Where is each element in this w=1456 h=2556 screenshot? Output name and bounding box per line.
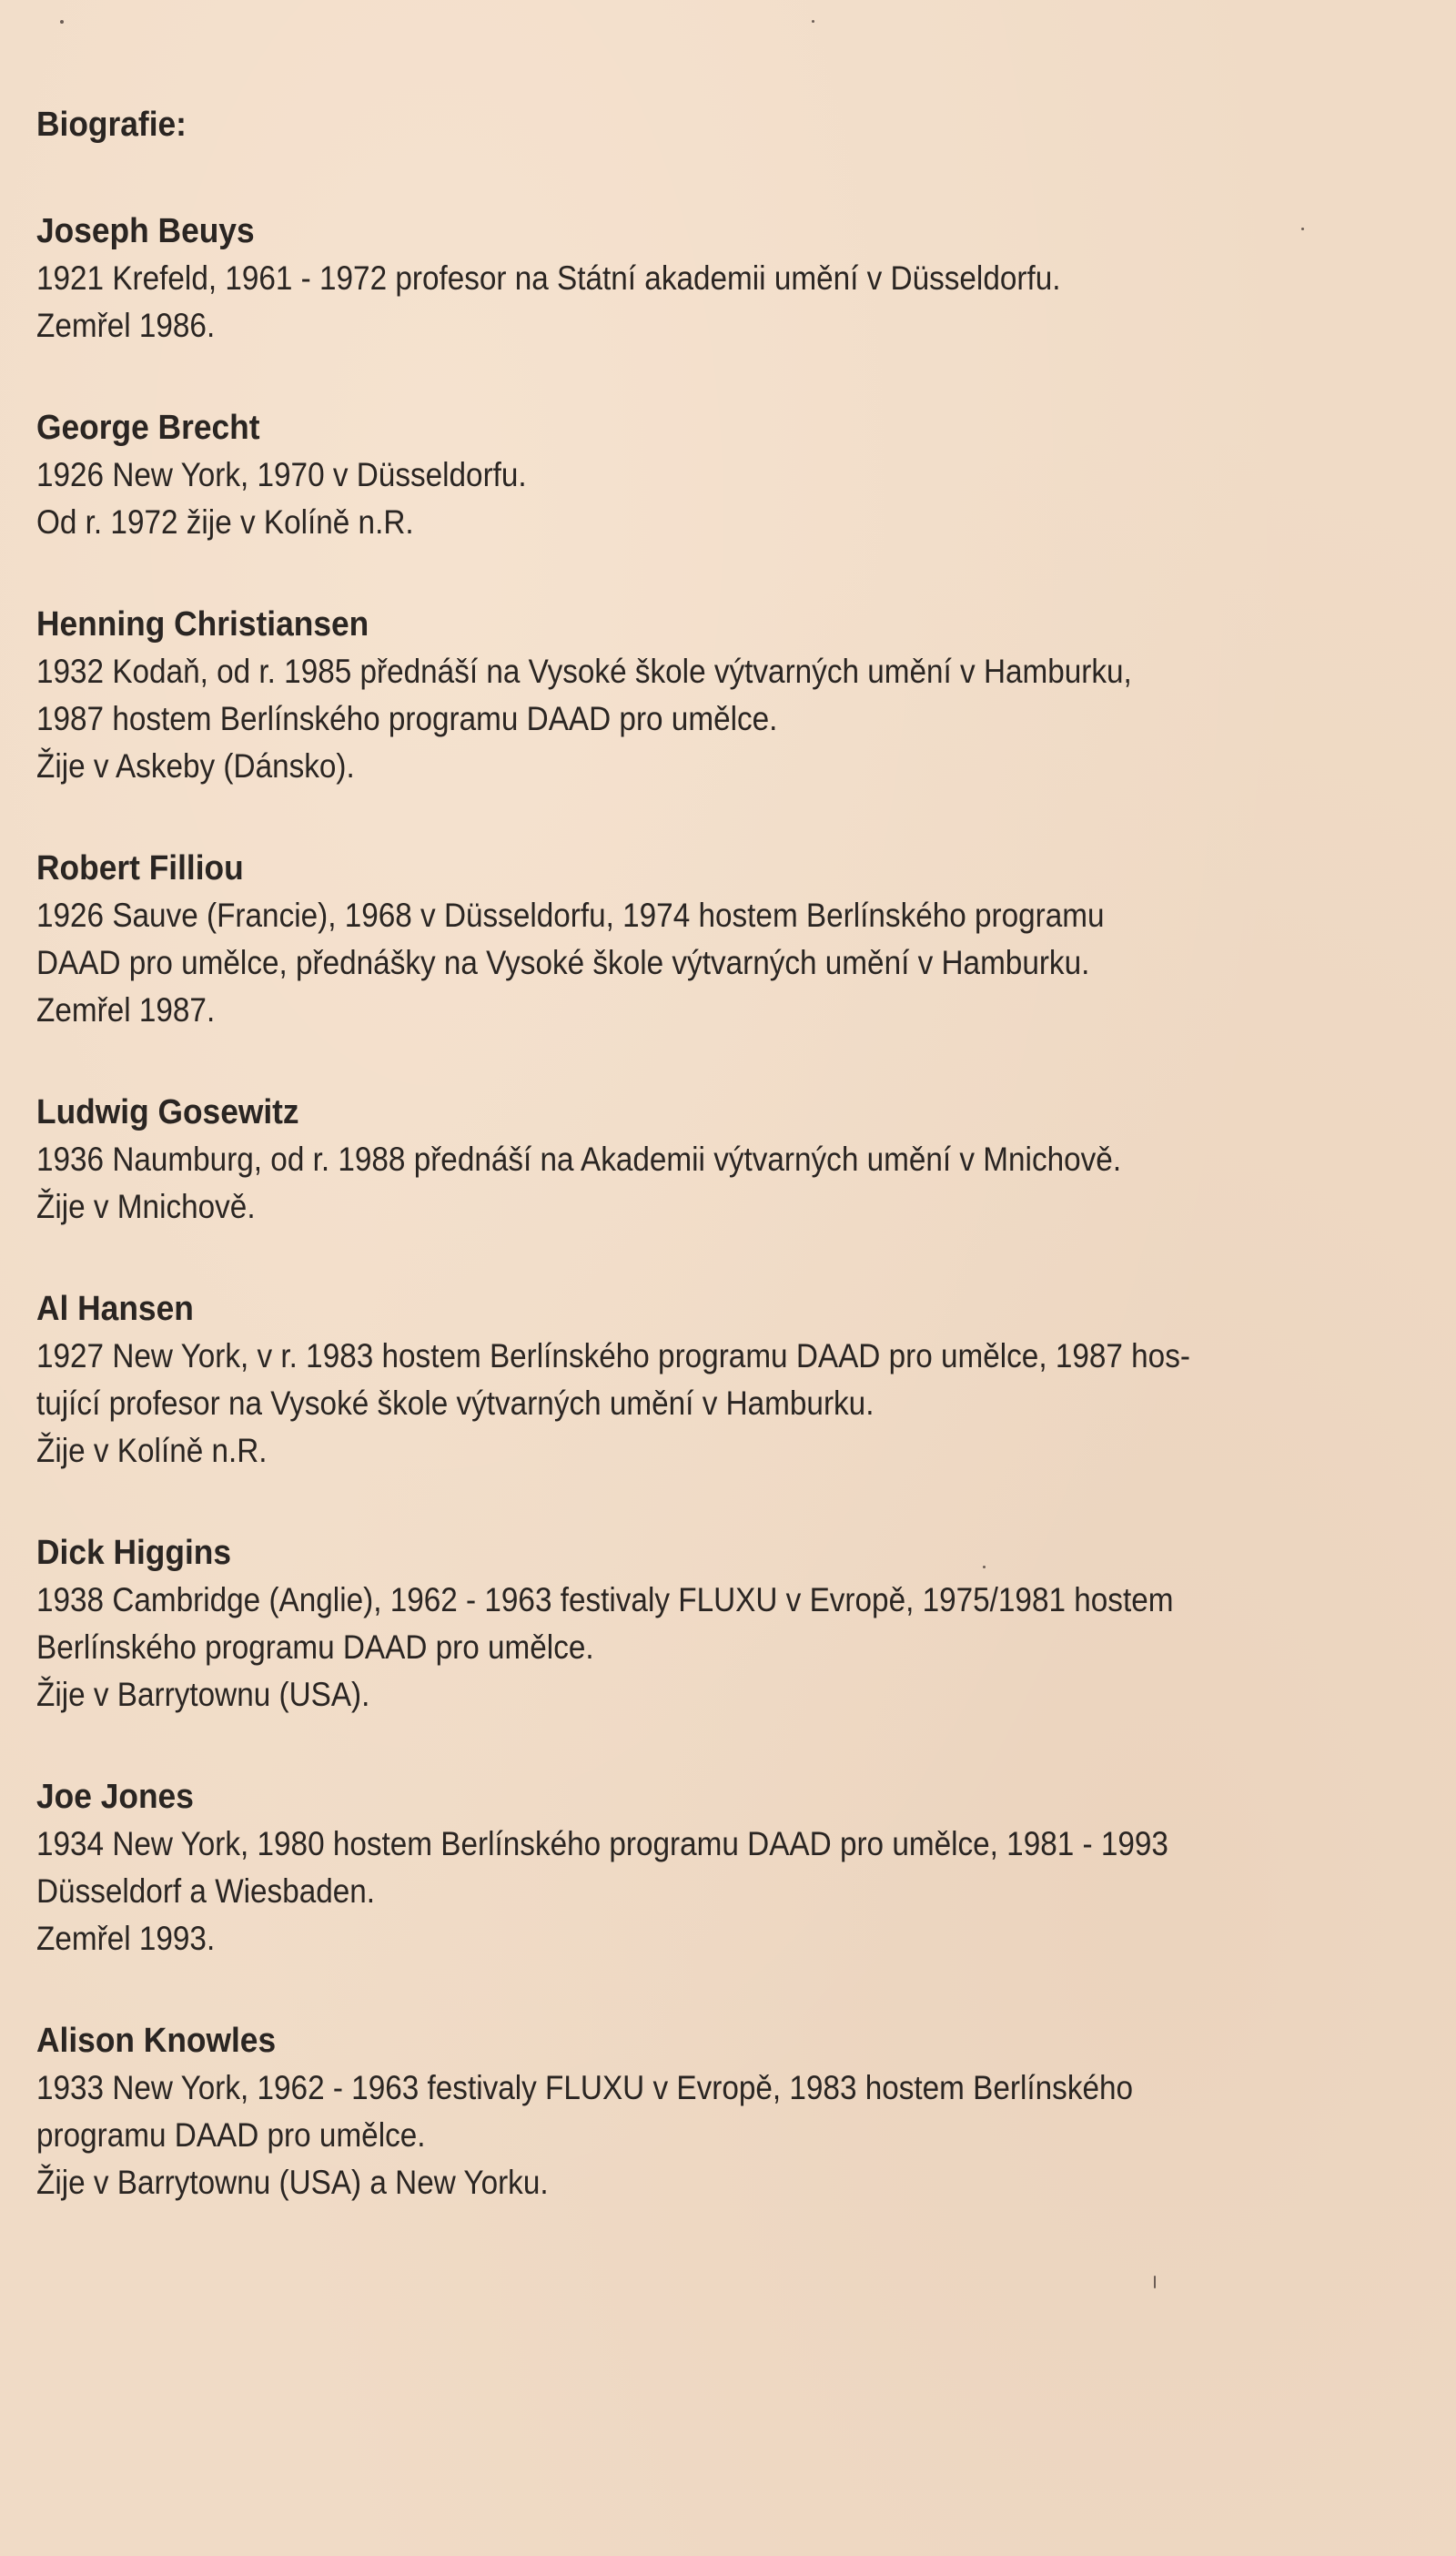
biography-line: 1934 New York, 1980 hostem Berlínského programu DAAD pro umělce, 1981 - 1993 xyxy=(36,1825,1168,1862)
biography-content xyxy=(36,102,1438,2261)
biography-line: Zemřel 1987. xyxy=(36,991,216,1029)
artist-name: George Brecht xyxy=(36,409,260,447)
artist-name: Joseph Beuys xyxy=(36,212,255,250)
biography-line: Žije v Kolíně n.R. xyxy=(36,1432,268,1469)
biography-entry xyxy=(36,2017,1438,2206)
biography-line: 1933 New York, 1962 - 1963 festivaly FLUXU v Evropě, 1983 hostem Berlínského xyxy=(36,2069,1134,2106)
artist-name: Al Hansen xyxy=(36,1290,194,1328)
biography-line: 1926 Sauve (Francie), 1968 v Düsseldorfu, 1974 hostem Berlínského programu xyxy=(36,897,1105,934)
biography-line: Zemřel 1993. xyxy=(36,1920,216,1957)
biography-line: Düsseldorf a Wiesbaden. xyxy=(36,1872,376,1910)
biography-line: 1926 New York, 1970 v Düsseldorfu. xyxy=(36,456,527,493)
biography-line: Žije v Barrytownu (USA). xyxy=(36,1676,370,1713)
biography-line: Žije v Askeby (Dánsko). xyxy=(36,747,355,785)
biography-entry xyxy=(36,208,1438,350)
artist-name: Joe Jones xyxy=(36,1778,194,1816)
biography-line: DAAD pro umělce, přednášky na Vysoké škole výtvarných umění v Hamburku. xyxy=(36,944,1090,981)
biography-line: Od r. 1972 žije v Kolíně n.R. xyxy=(36,503,414,541)
artist-name: Robert Filliou xyxy=(36,849,244,888)
biography-line: Zemřel 1986. xyxy=(36,307,216,344)
biography-line: 1927 New York, v r. 1983 hostem Berlínského programu DAAD pro umělce, 1987 hos- xyxy=(36,1337,1190,1374)
biography-line: 1938 Cambridge (Anglie), 1962 - 1963 festivaly FLUXU v Evropě, 1975/1981 hostem xyxy=(36,1581,1174,1618)
biography-line: 1987 hostem Berlínského programu DAAD pro umělce. xyxy=(36,700,778,737)
biography-entry xyxy=(36,1285,1438,1475)
biography-line: 1936 Naumburg, od r. 1988 přednáší na Akademii výtvarných umění v Mnichově. xyxy=(36,1141,1122,1178)
biography-entry xyxy=(36,1089,1438,1231)
biography-line: 1921 Krefeld, 1961 - 1972 profesor na Státní akademii umění v Düsseldorfu. xyxy=(36,259,1061,297)
artist-name: Alison Knowles xyxy=(36,2022,277,2060)
biography-entry xyxy=(36,1773,1438,1963)
artist-name: Henning Christiansen xyxy=(36,605,369,644)
biography-entry xyxy=(36,845,1438,1034)
artist-name: Dick Higgins xyxy=(36,1534,232,1572)
biography-line: programu DAAD pro umělce. xyxy=(36,2116,426,2154)
biography-heading: Biografie: xyxy=(36,106,187,144)
artist-name: Ludwig Gosewitz xyxy=(36,1093,299,1131)
biography-line: Žije v Barrytownu (USA) a New Yorku. xyxy=(36,2164,549,2201)
biography-line: Berlínského programu DAAD pro umělce. xyxy=(36,1628,594,1666)
biography-line: tující profesor na Vysoké škole výtvarných umění v Hamburku. xyxy=(36,1384,875,1422)
biography-line: 1932 Kodaň, od r. 1985 přednáší na Vysoké škole výtvarných umění v Hamburku, xyxy=(36,653,1132,690)
biography-list xyxy=(36,208,1438,2206)
biography-entry xyxy=(36,601,1438,790)
biography-line: Žije v Mnichově. xyxy=(36,1188,256,1225)
biography-entry xyxy=(36,1529,1438,1719)
biography-entry xyxy=(36,404,1438,546)
